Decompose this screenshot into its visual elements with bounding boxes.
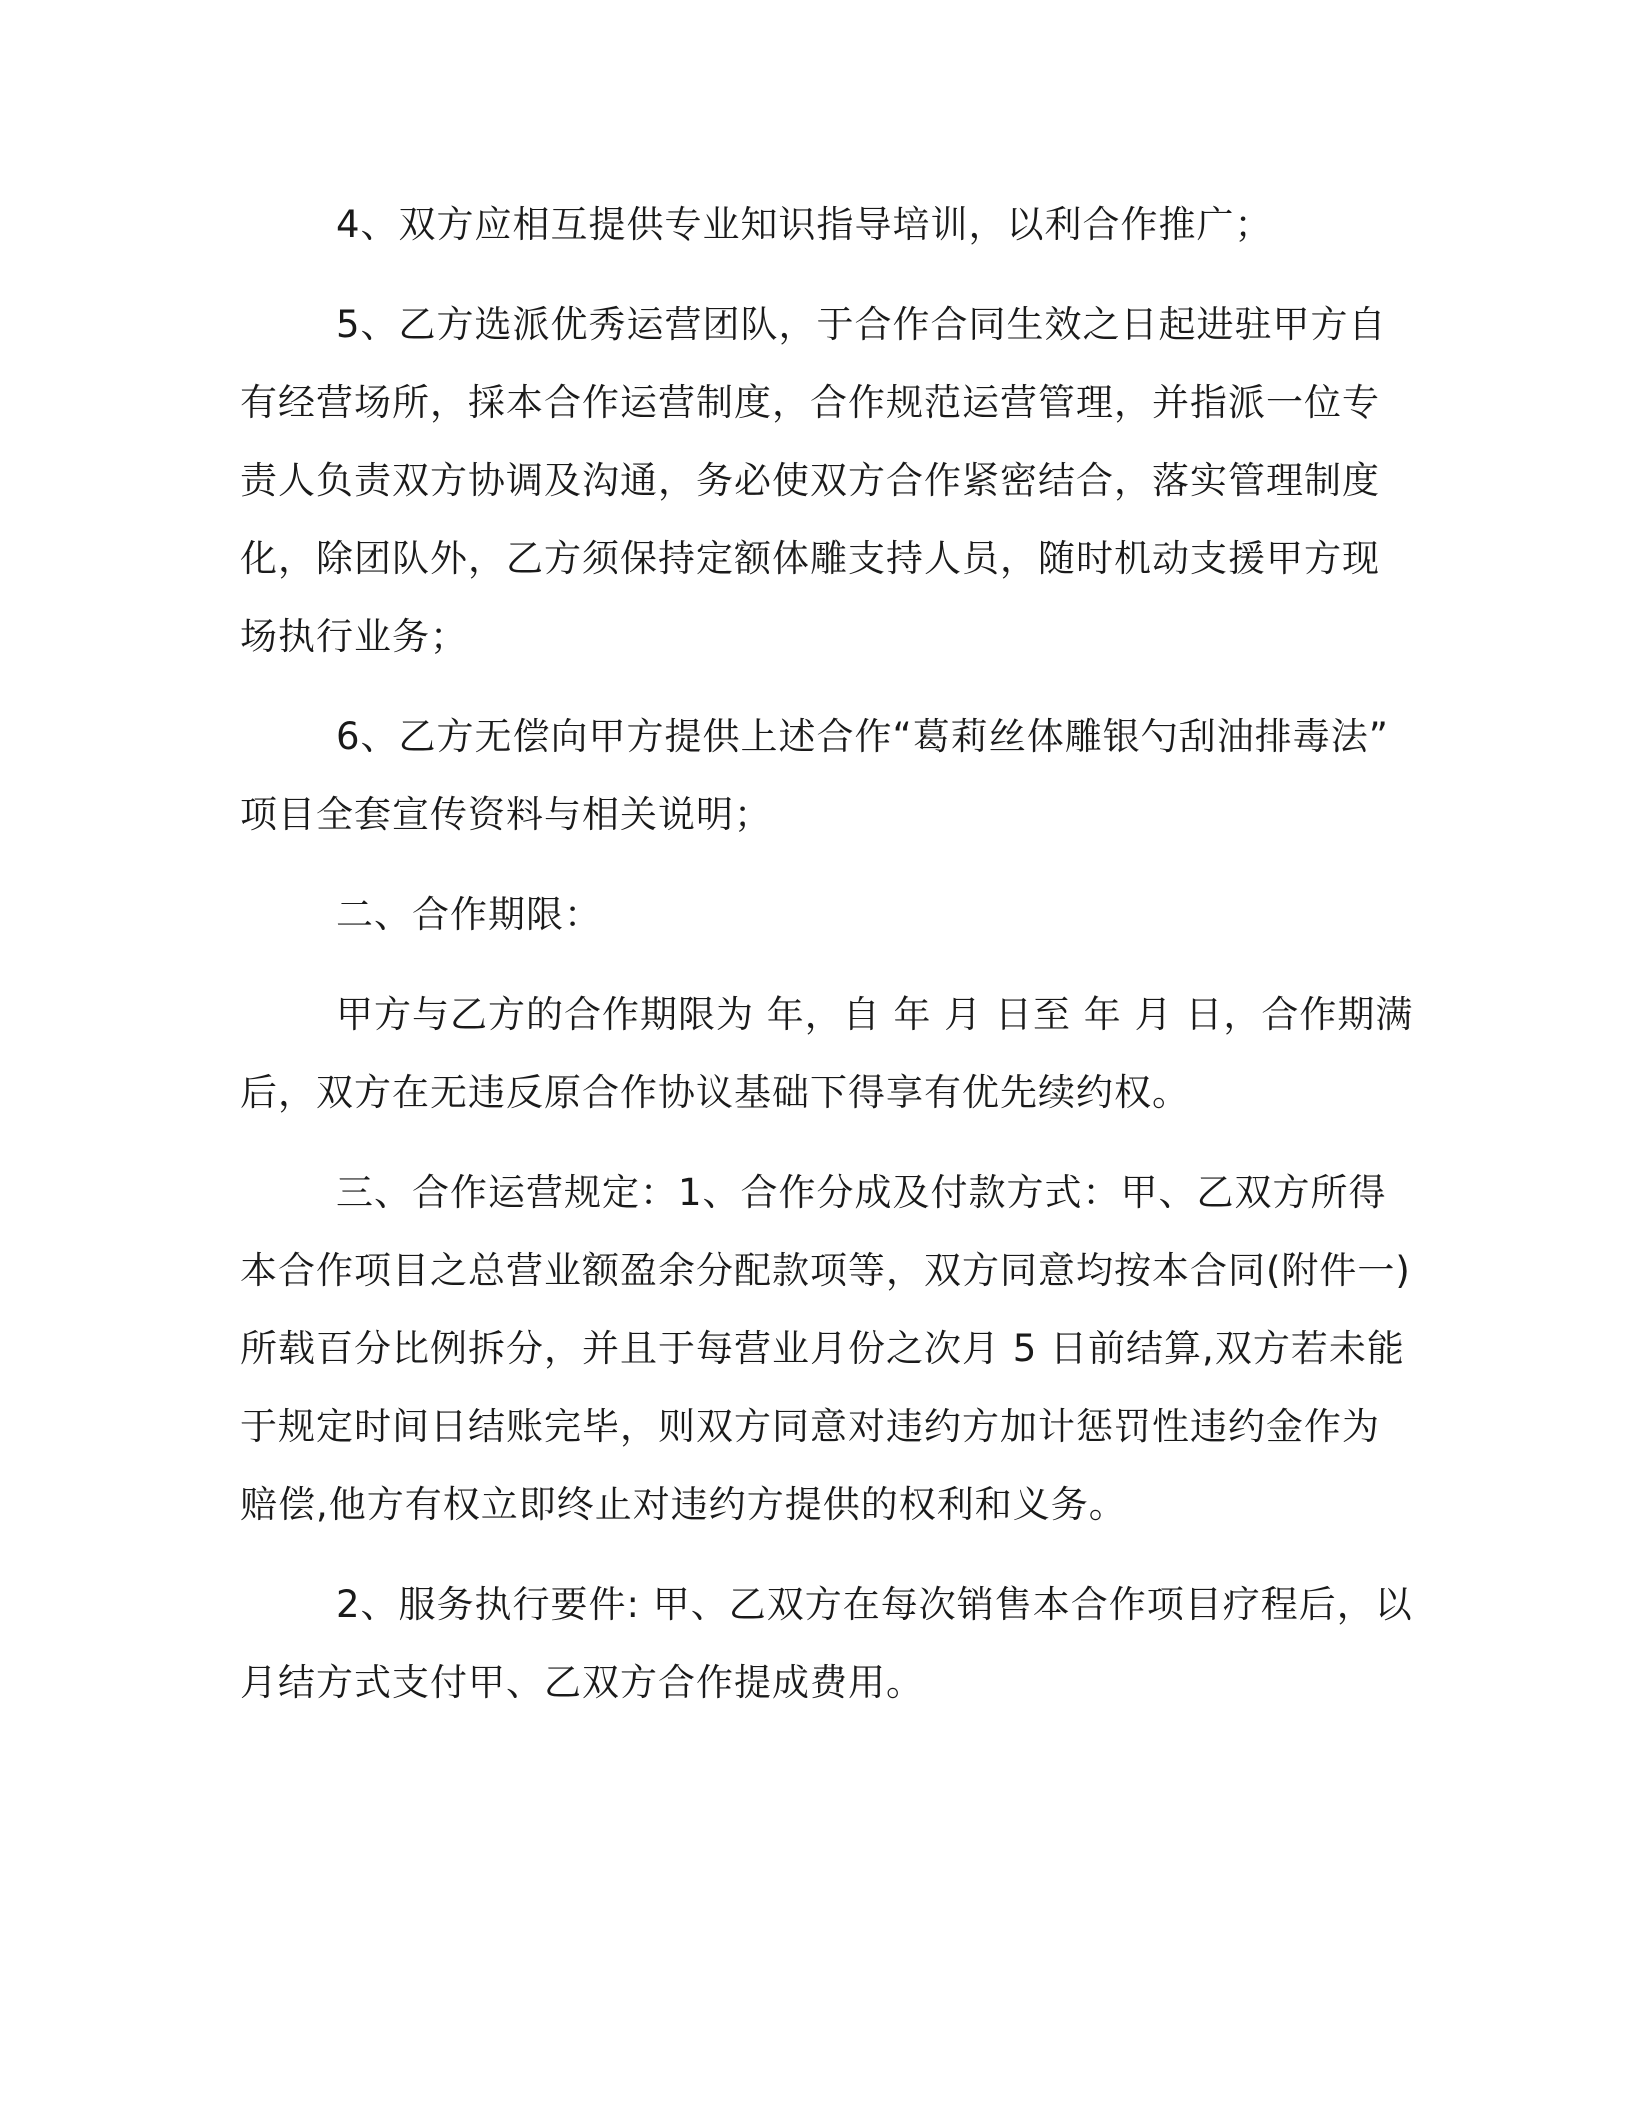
section-title: 二、合作期限：	[336, 893, 602, 936]
text-line: 2、服务执行要件: 甲、乙双方在每次销售本合作项目疗程后，以	[336, 1583, 1413, 1626]
document-body	[240, 186, 1414, 1744]
text-line: 项目全套宣传资料与相关说明；	[240, 793, 772, 836]
paragraph-service	[240, 1566, 1413, 1722]
text-line: 6、乙方无偿向甲方提供上述合作“葛莉丝体雕银勺刮油排毒法”	[336, 715, 1389, 758]
text-line: 4、双方应相互提供专业知识指导培训，以利合作推广；	[336, 203, 1273, 246]
text-line: 责人负责双方协调及沟通，务必使双方合作紧密结合，落实管理制度	[240, 459, 1380, 502]
text-line: 有经营场所，採本合作运营制度，合作规范运营管理，并指派一位专	[240, 381, 1380, 424]
text-line: 化，除团队外，乙方须保持定额体雕支持人员，随时机动支援甲方现	[240, 537, 1380, 580]
text-line: 甲方与乙方的合作期限为 年，自 年 月 日至 年 月 日，合作期满	[336, 993, 1414, 1036]
text-line: 于规定时间日结账完毕，则双方同意对违约方加计惩罚性违约金作为	[240, 1405, 1380, 1448]
paragraph-term	[240, 976, 1414, 1132]
text-line: 赔偿,他方有权立即终止对违约方提供的权利和义务。	[240, 1483, 1127, 1526]
section-operations	[240, 1154, 1411, 1544]
text-line: 5、乙方选派优秀运营团队，于合作合同生效之日起进驻甲方自	[336, 303, 1387, 346]
section-heading-term	[240, 876, 1390, 954]
paragraph-item-6	[240, 698, 1390, 854]
text-line: 场执行业务；	[240, 615, 468, 658]
text-line: 后，双方在无违反原合作协议基础下得享有优先续约权。	[240, 1071, 1190, 1114]
text-line: 所载百分比例拆分，并且于每营业月份之次月 5 日前结算,双方若未能	[240, 1327, 1405, 1370]
text-line: 三、合作运营规定：1、合作分成及付款方式：甲、乙双方所得	[336, 1171, 1387, 1214]
paragraph-item-4	[240, 186, 1390, 264]
text-line: 月结方式支付甲、乙双方合作提成费用。	[240, 1661, 924, 1704]
text-line: 本合作项目之总营业额盈余分配款项等，双方同意均按本合同(附件一)	[240, 1249, 1411, 1292]
paragraph-item-5	[240, 286, 1390, 676]
